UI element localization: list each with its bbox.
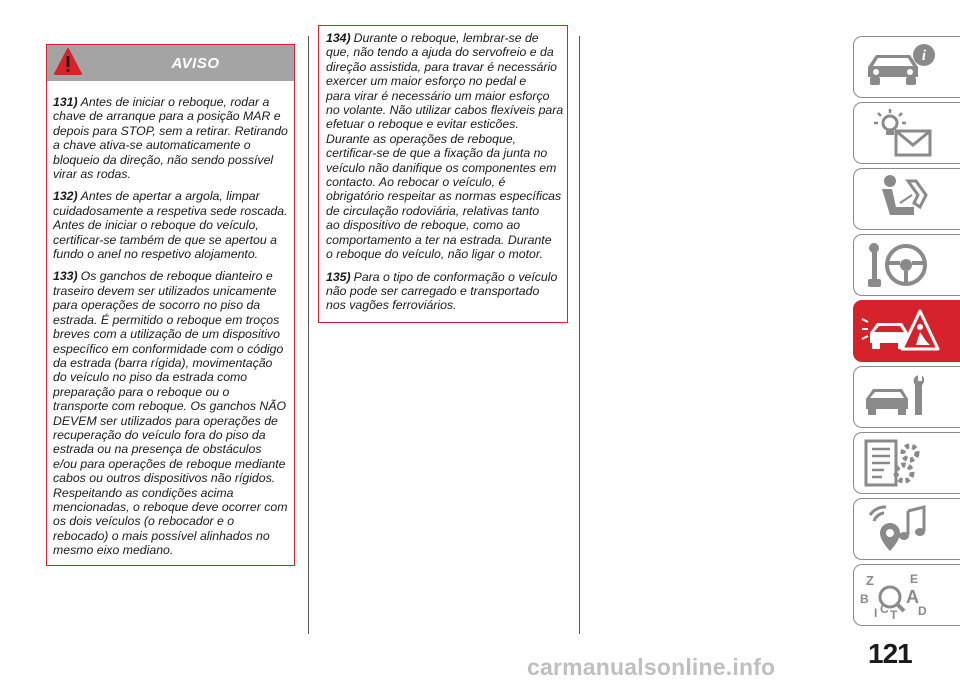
specifications-gears-icon (860, 437, 940, 489)
car-maintenance-icon (860, 371, 940, 423)
note-132 (53, 189, 291, 261)
tab-multimedia[interactable] (853, 498, 960, 560)
column-divider-left (308, 36, 309, 634)
tab-servicing-care[interactable] (853, 366, 960, 428)
svg-text:T: T (890, 608, 898, 621)
tab-instrument-panel[interactable] (853, 102, 960, 164)
page-number: 121 (868, 638, 912, 669)
tab-knowing-your-car[interactable] (853, 36, 960, 98)
seat-airbag-icon (860, 173, 940, 225)
svg-text:C: C (880, 602, 889, 616)
note-number: 131) (53, 95, 78, 109)
warning-body (47, 81, 294, 558)
key-steering-wheel-icon (860, 239, 940, 291)
car-info-icon (860, 41, 940, 93)
svg-text:Z: Z (866, 573, 874, 588)
note-text: Durante o reboque, lembrar-se de que, não tendo a ajuda do servofreio e da direção assistida, para travar é necessário exercer um maior esforço no pedal e para virar é necessário um maior esforço no volante. Não utilizar cabos flexíveis para efetuar o reboque e evitar esticões. Durante as operações de reboque, certificar-se de que a fixação da junta no veículo não danifique os componentes em contacto. Ao rebocar o veículo, é obrigatório respeitar as normas específicas de circulação rodoviária, relativas tanto ao dispositivo de reboque, como ao comportamento a ter na estrada. Durante o reboque do veículo, não ligar o motor. (326, 31, 564, 262)
tab-index[interactable] (853, 564, 960, 626)
multimedia-icon (860, 503, 940, 555)
svg-text:D: D (918, 604, 927, 618)
note-number: 133) (53, 269, 78, 284)
warning-box (46, 44, 295, 566)
svg-text:I: I (874, 606, 878, 620)
svg-text:i: i (921, 48, 927, 64)
note-text: Os ganchos de reboque dianteiro e traseiro devem ser utilizados unicamente para operações de socorro no piso da estrada. É permitido o reboque em troços breves com a utilização de um dispositivo específico em conformidade com o código da estrada (barra rígida), movimentação do veículo no piso da estrada como preparação para o reboque ou o transporte com reboque. Os ganchos NÃO DEVEM ser utilizados para operações de recuperação do veículo fora do piso da estrada ou na presença de obstáculos e/ou para operações de reboque mediante cabos ou outros dispositivos não rígidos. Respeitando as condições acima mencionadas, o reboque deve ocorrer com os dois veículos (o rebocador e o rebocado) o mais possível alinhados no mesmo eixo mediano. (53, 269, 288, 558)
note-text: Antes de apertar a argola, limpar cuidadosamente a respetiva sede roscada. Antes de iniciar o reboque do veículo, certificar-se também de que se apertou a fundo o anel no respetivo alojamento. (53, 189, 288, 262)
note-133 (53, 269, 291, 557)
tab-in-an-emergency[interactable] (853, 300, 960, 362)
tab-technical-specifications[interactable] (853, 432, 960, 494)
note-number: 134) (326, 31, 351, 45)
car-emergency-icon (860, 305, 940, 357)
watermark: carmanualsonline.info (527, 654, 776, 680)
column-divider-right (579, 36, 580, 634)
tab-safety[interactable] (853, 168, 960, 230)
tab-starting-driving[interactable] (853, 234, 960, 296)
warning-title: AVISO (171, 55, 220, 72)
warning-lights-message-icon (860, 107, 940, 159)
alphabetical-index-icon (860, 569, 940, 621)
note-134 (326, 31, 564, 262)
note-number: 132) (53, 189, 78, 204)
svg-text:E: E (910, 572, 919, 586)
note-131 (53, 95, 291, 181)
warning-header (47, 45, 294, 81)
note-text: Para o tipo de conformação o veículo não pode ser carregado e transportado nos vagões ferroviários. (326, 269, 558, 313)
note-number: 135) (326, 269, 351, 284)
note-135 (326, 270, 564, 313)
svg-text:A: A (906, 587, 919, 607)
continued-warning-box (318, 25, 568, 323)
note-text: Antes de iniciar o reboque, rodar a chave de arranque para a posição MAR e depois para STOP, sem a retirar. Retirando a chave ativa-se automaticamente o bloqueio da direção, não sendo possível virar as rodas. (53, 95, 288, 182)
svg-text:B: B (860, 592, 869, 606)
